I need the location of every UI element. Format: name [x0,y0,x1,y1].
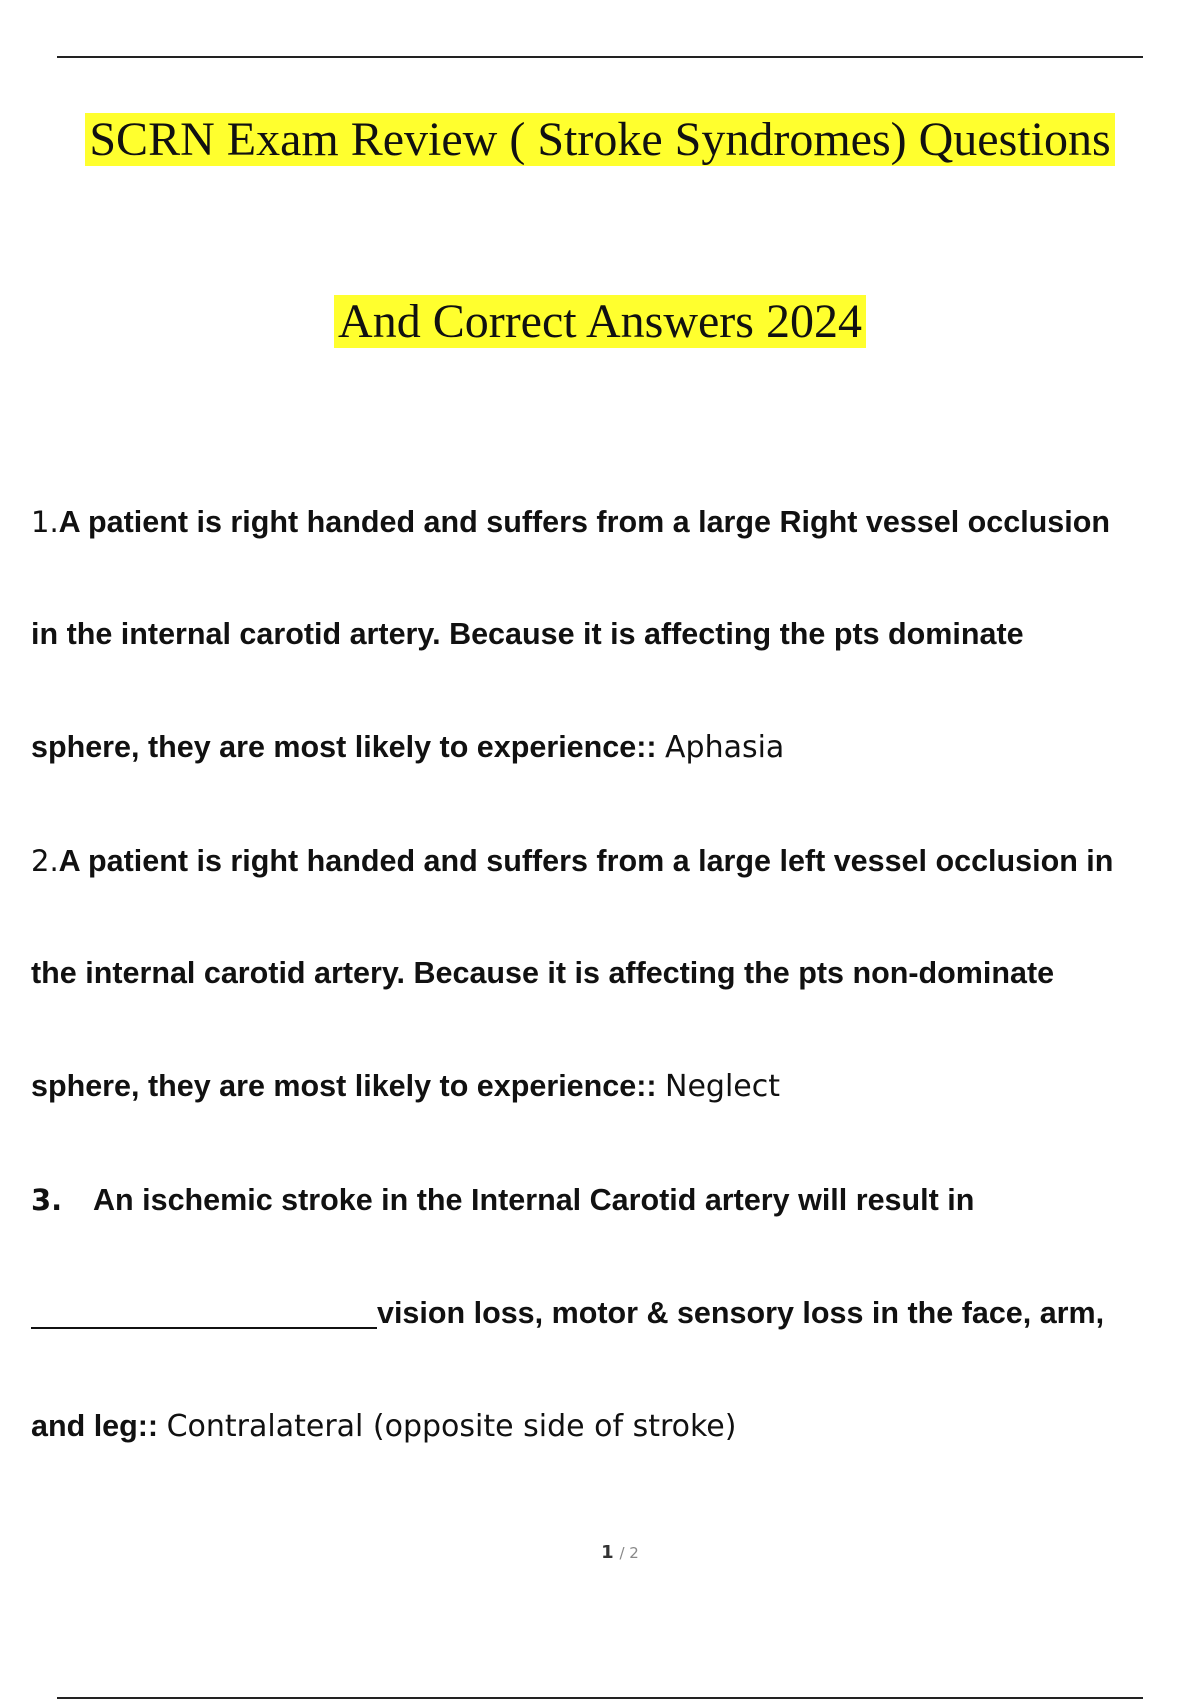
question-3-text-1: An ischemic stroke in the Internal Carotid artery will result in [93,1183,975,1217]
fill-in-blank [31,1297,377,1329]
question-1-number: 1. [31,505,59,539]
title-highlight-2: And Correct Answers 2024 [334,295,866,348]
document-title-line-2 [0,292,1200,352]
question-2-line-1 [31,841,1113,881]
page-current: 1 [601,1542,614,1563]
question-3-line-3 [31,1406,736,1447]
question-3-text-2: vision loss, motor & sensory loss in the face, arm, [377,1296,1105,1330]
question-1-answer: Aphasia [665,730,785,765]
question-3-text-3: and leg:: [31,1409,159,1443]
question-2-line-3 [31,1066,780,1107]
question-1-text-1: A patient is right handed and suffers from a large Right vessel occlusion [58,505,1110,539]
page-indicator [0,1542,1200,1563]
question-1-line-1 [31,502,1110,542]
document-title-line-1 [0,110,1200,170]
question-3-number: 3. [31,1183,63,1217]
question-1-line-2 [31,614,1024,654]
title-highlight-1: SCRN Exam Review ( Stroke Syndromes) Questions [85,113,1114,166]
page-total: / 2 [619,1544,639,1562]
top-rule [57,56,1143,58]
question-3-line-1 [31,1180,974,1220]
question-3-line-2 [31,1293,1104,1333]
question-2-answer: Neglect [665,1069,780,1104]
question-2-text-1: A patient is right handed and suffers from a large left vessel occlusion in [58,844,1114,878]
bottom-rule [57,1697,1143,1699]
question-2-line-2 [31,953,1054,993]
question-2-text-2: the internal carotid artery. Because it is affecting the pts non-dominate [31,956,1055,990]
question-1-line-3 [31,727,784,768]
question-2-text-3: sphere, they are most likely to experience:: [31,1069,657,1103]
question-3-answer: Contralateral (opposite side of stroke) [166,1409,737,1444]
question-1-text-3: sphere, they are most likely to experience:: [31,730,657,764]
question-1-text-2: in the internal carotid artery. Because it is affecting the pts dominate [31,617,1024,651]
question-2-number: 2. [31,844,59,878]
